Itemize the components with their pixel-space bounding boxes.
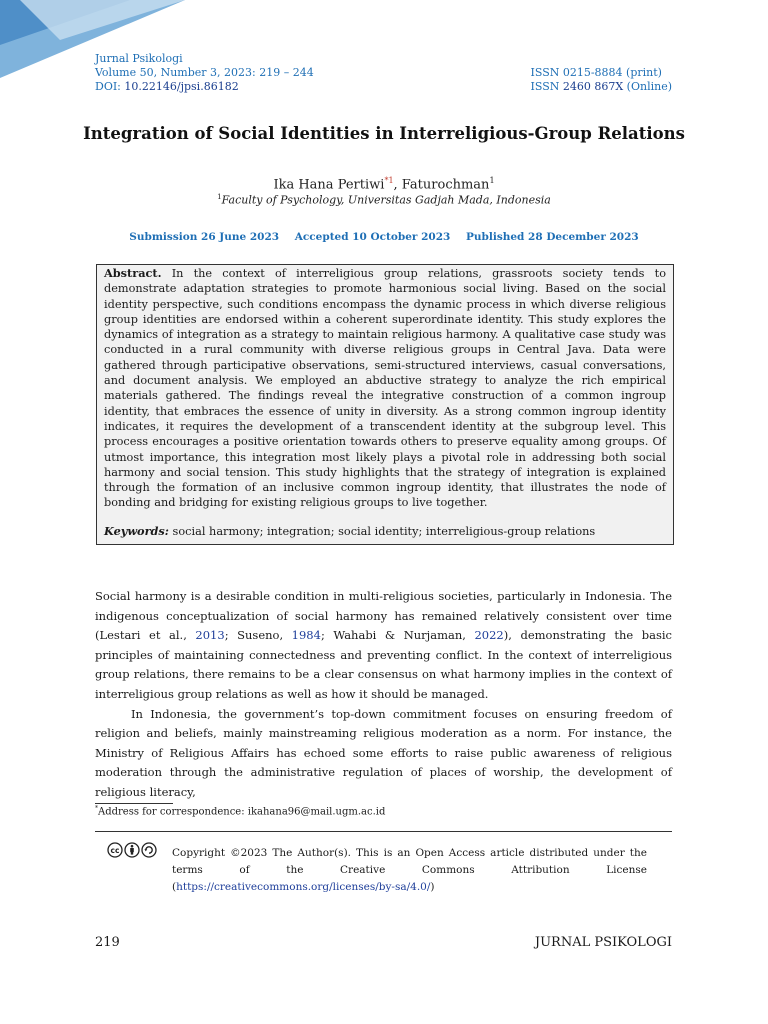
footnote-rule [95,803,173,804]
keywords-text: social harmony; integration; social identity; interreligious-group relations [168,524,596,538]
svg-text:cc: cc [110,845,120,855]
doi-label: DOI: [95,80,125,93]
license-separator [95,831,672,832]
submission-date: Submission 26 June 2023 [129,231,280,243]
publication-dates [0,231,768,243]
volume-info: Volume 50, Number 3, 2023: 219 – 244 [95,66,314,79]
citation-link[interactable]: 2022 [474,628,504,643]
abstract-text: In the context of interreligious group relations, grassroots society tends to demonstrate adaptation strategies to promote harmonious social living. Based on the social identity perspective, such conditions encompass the dynamic process in which diverse religious group identities are endorsed within a coherent superordinate identity. This study explores the dynamics of integration as a strategy to maintain religious harmony. A qualitative case study was conducted in a rural community with diverse religious groups in Central Java. Data were gathered through participative observations, semi-structured interviews, casual conversations, and document analysis. We employed an abductive strategy to analyze the rich empirical materials gathered. The findings reveal the integrative construction of a common ingroup identity, that embraces the essence of unity in diversity. As a strong common ingroup identity indicates, it requires the development of a transcendent identity at the subgroup level. This process encourages a positive orientation towards others to preserve equality among groups. Of utmost importance, this integration most likely plays a pivotal role in addressing both social harmony and social tension. This study highlights that the strategy of integration is explained through the formation of an inclusive common ingroup identity, that illustrates the node of bonding and bridging for existing religious groups to live together. [104,267,666,510]
citation-link[interactable]: 2013 [195,628,225,643]
author-name: Faturochman [401,177,490,193]
abstract-box [96,264,674,545]
footer-journal-name: JURNAL PSIKOLOGI [534,935,672,950]
keywords [104,524,595,539]
journal-header-left [95,52,314,94]
author-line: Ika Hana Pertiwi$^{*1}$, Faturochman$^1$ [273,176,495,193]
issn-online: ISSN 2460 867X (Online) [530,80,672,93]
license-link[interactable]: https://creativecommons.org/licenses/by-sa/4.0/ [176,881,431,893]
creative-commons-icon [107,842,157,858]
body-text [95,587,672,803]
footnote: *Address for correspondence: ikahana96@mail.ugm.ac.id [95,805,386,818]
doi-line [95,80,314,94]
author-footnote-mark[interactable]: *1 [384,176,394,185]
abstract-label: Abstract. [104,266,162,280]
citation-link[interactable]: 1984 [291,628,321,643]
doi-link[interactable]: 10.22146/jpsi.86182 [124,80,239,93]
keywords-label: Keywords: [104,523,169,538]
paper-title: Integration of Social Identities in Interreligious-Group Relations [83,124,685,143]
published-date: Published 28 December 2023 [465,231,639,243]
issn-online-link[interactable]: 2460 867X [562,80,624,93]
issn-print: ISSN 0215-8884 (print) [530,66,662,79]
license-text: Copyright ©2023 The Author(s). This is an Open Access article distributed under the terms of the Creative Commons Attribution License (https://creativecommons.org/licenses/by-sa/4.0/) [172,847,647,893]
paragraph: In Indonesia, the government’s top-down commitment focuses on ensuring freedom of religion and beliefs, mainly mainstreaming religious moderation as a norm. For instance, the Ministry of Religious Affairs has echoed some efforts to raise public awareness of religious moderation through the administrative regulation of places of worship, the development of religious literacy, [95,706,672,799]
author-name: Ika Hana Pertiwi [273,177,385,193]
journal-name: Jurnal Psikologi [95,52,183,65]
accepted-date: Accepted 10 October 2023 [294,231,451,243]
journal-header-right [531,52,673,94]
paragraph: Social harmony is a desirable condition in multi-religious societies, particularly in Indonesia. The indigenous conceptualization of social harmony has remained relatively consistent over time (Lestari et al., 2013; Suseno, 1984; Wahabi & Nurjaman, 2022), demonstrating the basic principles of maintaining connectedness and preventing conflict. In the context of interreligious group relations, there remains to be a clear consensus on what harmony implies in the context of interreligious group relations as well as how it should be managed. [95,589,672,701]
page-number: 219 [95,935,120,950]
affiliation: $^1$Faculty of Psychology, Universitas Gadjah Mada, Indonesia [217,193,551,207]
author-affil-mark: 1 [489,176,495,185]
